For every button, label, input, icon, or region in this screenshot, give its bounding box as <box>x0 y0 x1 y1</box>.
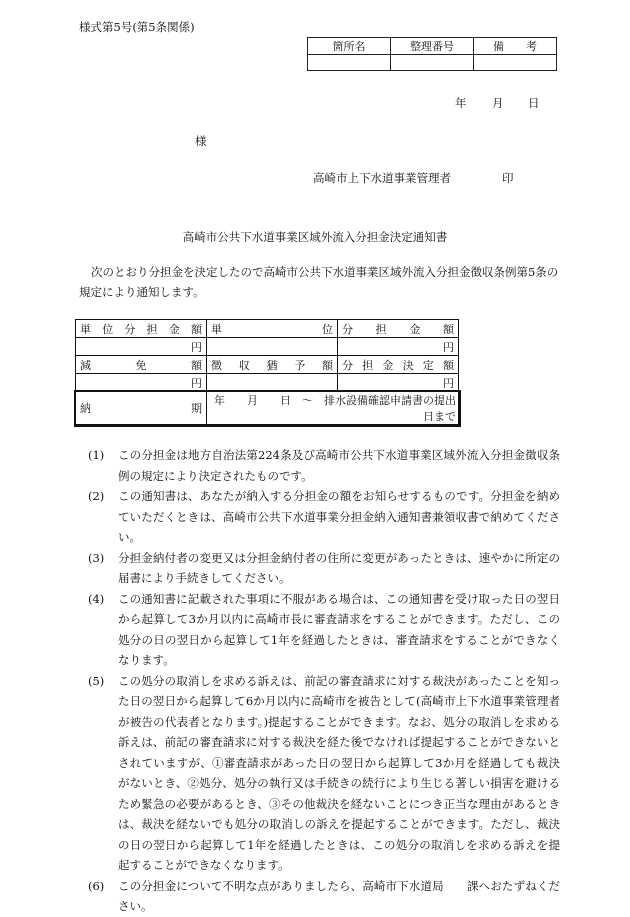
unit-label: 単 <box>211 322 222 336</box>
date-day: 日 <box>528 96 540 110</box>
reduction-label: 減 免 額 <box>80 358 202 372</box>
ref-header-number: 整理番号 <box>391 38 474 55</box>
reference-table <box>307 37 557 71</box>
unit-charge-yen: 円 <box>76 338 207 356</box>
reduction-yen: 円 <box>76 374 207 392</box>
due-value: 年 月 日 〜 排水設備確認申請書の提出日まで <box>207 392 459 425</box>
ref-header-location: 箇所名 <box>308 38 391 55</box>
seal-mark: 印 <box>502 171 514 185</box>
date-month: 月 <box>492 96 504 110</box>
note-number: (3) <box>88 550 105 565</box>
note-text: 分担金納付者の変更又は分担金納付者の住所に変更があったときは、速やかに所定の届書により手続きしてください。 <box>118 550 560 585</box>
decided-charge-yen: 円 <box>338 374 459 392</box>
unit-charge-label: 単 位 分 担 金 額 <box>80 322 202 336</box>
intro-text: 次のとおり分担金を決定したので高崎市公共下水道事業区域外流入分担金徴収条例第5条の規定により通知します。 <box>79 265 559 299</box>
document-title: 高崎市公共下水道事業区域外流入分担金決定通知書 <box>182 230 448 244</box>
form-number: 様式第5号(第5条関係) <box>79 20 195 34</box>
deferral-label: 徴 収 猶 予 額 <box>211 358 333 372</box>
ref-value-number <box>391 55 474 71</box>
ref-header-remarks: 備 考 <box>474 38 557 55</box>
ref-value-remarks <box>474 55 557 71</box>
unit-label-end: 位 <box>322 322 333 336</box>
unit-value <box>207 338 338 356</box>
note-number: (5) <box>88 673 105 688</box>
note-item <box>88 589 560 671</box>
note-item <box>88 548 560 589</box>
addressee-suffix: 様 <box>195 134 207 148</box>
charge-yen: 円 <box>338 338 459 356</box>
deferral-value <box>207 374 338 392</box>
note-item <box>88 671 560 876</box>
note-text: この処分の取消しを求める訴えは、前記の審査請求に対する裁決があったことを知った日の翌日から起算して6か月以内に高崎市を被告として(高崎市上下水道事業管理者が被告の代表者となります。)提起することができます。なお、処分の取消しを求める訴えは、前記の審査請求に対する裁決を経た後でなければ提起することができないとされていますが、①審査請求があった日の翌日から起算して3か月を経過しても裁決がないとき、②処分、処分の執行又は手続きの続行により生じる著しい損害を避けるため緊急の必要があるとき、③その他裁決を経ないことにつき正当な理由があるときは、裁決を経ないでも処分の取消しの訴えを提起することができます。ただし、裁決の日の翌日から起算して1年を経過したときは、この処分の取消しを求める訴えを提起することができなくなります。 <box>118 673 560 872</box>
ref-value-location <box>308 55 391 71</box>
note-text: この分担金について不明な点がありましたら、高崎市下水道局 課へおたずねください。 <box>118 878 560 913</box>
note-item <box>88 486 560 548</box>
note-number: (4) <box>88 591 105 606</box>
notes-list <box>88 445 560 917</box>
note-item <box>88 876 560 917</box>
note-text: この分担金は地方自治法第224条及び高崎市公共下水道事業区域外流入分担金徴収条例の規定により決定されたものです。 <box>118 448 560 483</box>
due-label: 納 期 <box>80 402 202 415</box>
amount-table <box>75 319 459 425</box>
note-text: この通知書に記載された事項に不服がある場合は、この通知書を受け取った日の翌日から起算して3か月以内に高崎市長に審査請求をすることができます。ただし、この処分の日の翌日から起算して1年を経過したときは、審査請求をすることができなくなります。 <box>118 591 560 667</box>
note-number: (2) <box>88 489 105 503</box>
charge-label: 分 担 金 額 <box>342 322 454 336</box>
note-number: (6) <box>88 878 105 893</box>
date-year: 年 <box>455 96 467 110</box>
note-number: (1) <box>88 448 105 462</box>
note-item <box>88 445 560 486</box>
issuer-name: 高崎市上下水道事業管理者 <box>313 171 451 185</box>
decided-charge-label: 分 担 金 決 定 額 <box>342 358 454 372</box>
note-text: この通知書は、あなたが納入する分担金の額をお知らせするものです。分担金を納めていただくときは、高崎市公共下水道事業分担金納入通知書兼領収書で納めてください。 <box>118 489 560 544</box>
